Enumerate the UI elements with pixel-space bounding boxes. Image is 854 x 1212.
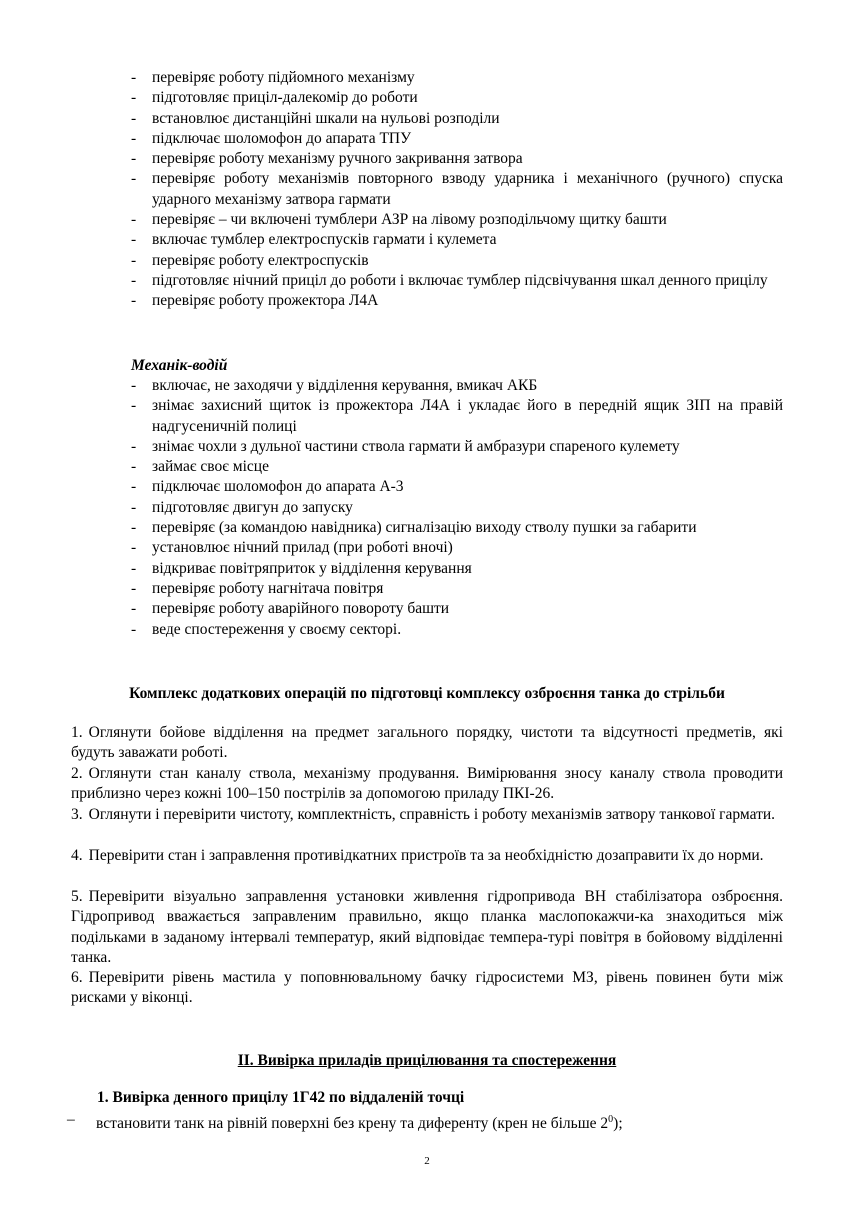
complex-heading: Комплекс додаткових операцій по підготовці комплексу озброєння танка до стрільби	[129, 685, 725, 702]
list-dash: -	[131, 397, 137, 415]
gunner-list-item	[0, 169, 854, 210]
complex-item-number: 1.	[71, 724, 83, 741]
complex-item	[71, 805, 783, 825]
list-item-text: перевіряє (за командою навідника) сигналізацію виходу стволу пушки за габарити	[152, 519, 697, 537]
driver-list-item	[0, 620, 854, 640]
list-item-text: займає своє місце	[152, 458, 269, 476]
driver-list-item	[0, 396, 854, 437]
list-item-text: перевіряє роботу механізмів повторного взводу ударника і механічного (ручного) спуска ударного механізму затвора гармати	[152, 170, 783, 208]
driver-list-item	[0, 376, 854, 396]
driver-checklist	[0, 376, 854, 640]
driver-heading: Механік-водій	[131, 357, 228, 374]
list-dash: -	[131, 478, 137, 496]
driver-list-item	[0, 477, 854, 497]
list-dash: -	[131, 458, 137, 476]
gunner-list-item	[0, 291, 854, 311]
list-dash: -	[131, 377, 137, 394]
list-item-text: перевіряє роботу аварійного повороту башти	[152, 600, 450, 618]
list-item-text: перевіряє – чи включені тумблери АЗР на лівому розподільчому щитку башти	[152, 211, 667, 229]
page-number: 2	[424, 1155, 430, 1167]
complex-item-text: Перевірити стан і заправлення противідкатних пристроїв та за необхідністю дозаправити їх до норми.	[88, 847, 764, 864]
list-item-text: підготовляє приціл-далекомір до роботи	[152, 89, 418, 107]
list-item-text: підготовляє нічний приціл до роботи і включає тумблер підсвічування шкал денного прицілу	[152, 271, 768, 289]
list-dash: -	[131, 109, 137, 127]
gunner-list-item	[0, 129, 854, 149]
complex-item-number: 3.	[71, 806, 83, 823]
list-dash: -	[131, 519, 137, 537]
list-dash: -	[131, 437, 137, 455]
list-dash: -	[131, 539, 137, 557]
complex-item	[71, 968, 783, 1009]
list-dash: -	[131, 89, 137, 107]
complex-item	[71, 846, 783, 866]
driver-list-item	[0, 457, 854, 477]
section2-subheading: 1. Вивірка денного прицілу 1Г42 по віддаленій точці	[97, 1089, 465, 1106]
list-item-text: знімає чохли з дульної частини ствола гармати й амбразури спареного кулемету	[152, 437, 680, 455]
final-text: встановити танк на рівній поверхні без крену та диференту (крен не більше 2	[96, 1115, 609, 1133]
list-dash: -	[131, 129, 137, 147]
list-dash: -	[131, 69, 137, 86]
gunner-list-item	[0, 210, 854, 230]
gunner-checklist	[0, 68, 854, 312]
list-dash: -	[131, 170, 137, 188]
gunner-list-item	[0, 230, 854, 250]
list-dash: -	[131, 620, 137, 638]
complex-item-text: Перевірити візуально заправлення установки живлення гідропривода ВН стабілізатора озброєння. Гідропривод вважається заправленим правильно, якщо планка маслопокажчи-ка знаходиться між подільками в заданому інтервалі температур, який відповідає темпера-турі повітря в бойовому відділенні танка.	[71, 888, 783, 967]
final-tail: );	[613, 1115, 623, 1133]
list-item-text: включає, не заходячи у відділення керування, вмикач АКБ	[152, 377, 538, 394]
final-item	[67, 1110, 783, 1134]
list-dash: -	[131, 600, 137, 618]
list-dash: -	[131, 251, 137, 269]
final-item-text	[67, 1110, 783, 1134]
complex-item-number: 5.	[71, 888, 83, 905]
list-item-text: підготовляє двигун до запуску	[152, 498, 353, 516]
driver-list-item	[0, 498, 854, 518]
section2-heading	[0, 1051, 854, 1071]
list-dash: -	[131, 292, 137, 310]
driver-list-item	[0, 437, 854, 457]
list-item-text: перевіряє роботу прожектора Л4А	[152, 292, 379, 310]
complex-item-text: Перевірити рівень мастила у поповнювальному бачку гідросистеми МЗ, рівень повинен бути між рисками у віконці.	[71, 969, 783, 1007]
list-item-text: перевіряє роботу електроспусків	[152, 251, 369, 269]
list-dash: -	[131, 498, 137, 516]
complex-item	[71, 723, 783, 764]
list-item-text: перевіряє роботу нагнітача повітря	[152, 579, 384, 597]
driver-list-item	[0, 559, 854, 579]
driver-list-item	[0, 599, 854, 619]
list-dash: -	[131, 150, 137, 168]
list-item-text: знімає захисний щиток із прожектора Л4А і укладає його в передній ящик ЗІП на правій надгусеничній полиці	[152, 397, 783, 435]
list-item-text: підключає шоломофон до апарата А-3	[152, 478, 404, 496]
list-item-text: веде спостереження у своєму секторі.	[152, 620, 402, 638]
gunner-list-item	[0, 109, 854, 129]
list-item-text: установлює нічний прилад (при роботі вночі)	[152, 539, 453, 557]
list-item-text: підключає шоломофон до апарата ТПУ	[152, 129, 412, 147]
complex-item	[71, 887, 783, 969]
driver-list-item	[0, 538, 854, 558]
complex-item	[71, 764, 783, 805]
complex-item-number: 4.	[71, 847, 83, 864]
gunner-list-item	[0, 251, 854, 271]
complex-item-text: Оглянути і перевірити чистоту, комплектність, справність і роботу механізмів затвору танкової гармати.	[88, 806, 776, 823]
section2-heading-text: II. Вивірка приладів прицілювання та спостереження	[237, 1052, 617, 1069]
gunner-list-item	[0, 271, 854, 291]
list-item-text: перевіряє роботу механізму ручного закривання затвора	[152, 150, 523, 168]
gunner-list-item	[0, 88, 854, 108]
complex-item-text: Оглянути бойове відділення на предмет загального порядку, чистоти та відсутності предметів, які будуть заважати роботі.	[71, 724, 783, 762]
complex-item-text: Оглянути стан каналу ствола, механізму продування. Вимірювання зносу каналу ствола проводити приблизно через кожні 100–150 пострілів за допомогою приладу ПКІ-26.	[71, 765, 783, 803]
list-item-text: включає тумблер електроспусків гармати і кулемета	[152, 231, 497, 249]
final-dash: –	[67, 1111, 75, 1128]
final-superscript: 0	[608, 1114, 614, 1125]
list-dash: -	[131, 211, 137, 229]
list-item-text: перевіряє роботу підйомного механізму	[152, 69, 415, 86]
list-item-text: встановлює дистанційні шкали на нульові розподіли	[152, 109, 500, 127]
gunner-list-item	[0, 68, 854, 88]
list-dash: -	[131, 579, 137, 597]
driver-list-item	[0, 518, 854, 538]
gunner-list-item	[0, 149, 854, 169]
complex-item-number: 2.	[71, 765, 83, 782]
list-dash: -	[131, 559, 137, 577]
list-item-text: відкриває повітряприток у відділення керування	[152, 559, 472, 577]
complex-item-number: 6.	[71, 969, 83, 986]
list-dash: -	[131, 271, 137, 289]
driver-list-item	[0, 579, 854, 599]
list-dash: -	[131, 231, 137, 249]
